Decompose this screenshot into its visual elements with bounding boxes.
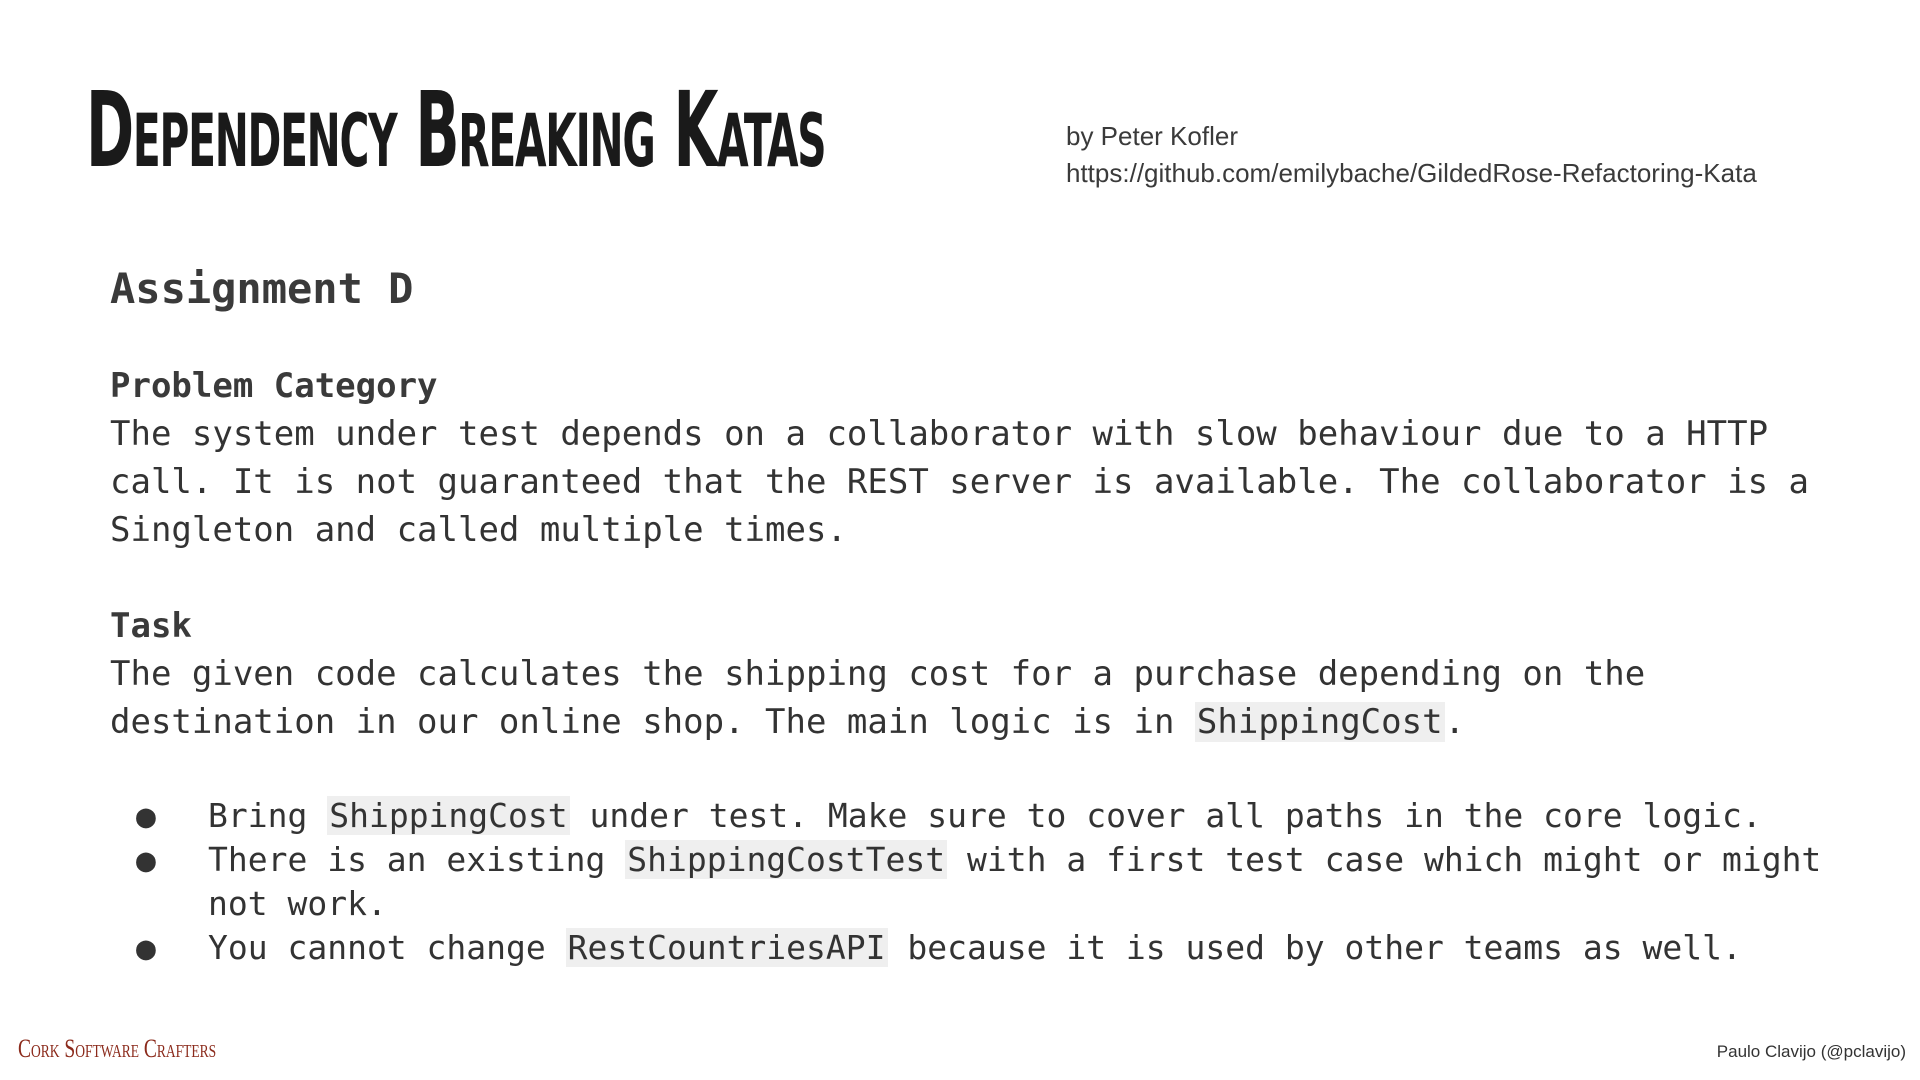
list-item bbox=[110, 838, 1850, 926]
slide-content bbox=[110, 262, 1850, 970]
bullet-icon: ● bbox=[136, 796, 156, 835]
bullet-text-post: with a first test case which might or might not work. bbox=[208, 840, 1822, 923]
list-item bbox=[110, 794, 1850, 838]
task-heading: Task bbox=[110, 606, 192, 646]
bullet-text-pre: There is an existing bbox=[208, 840, 626, 879]
list-item bbox=[110, 926, 1850, 970]
code-term: RestCountriesAPI bbox=[567, 928, 886, 967]
bullet-text-post: because it is used by other teams as well. bbox=[887, 928, 1742, 967]
task-bullet-list bbox=[110, 794, 1850, 970]
bullet-icon: ● bbox=[136, 840, 156, 879]
bullet-text-pre: Bring bbox=[208, 796, 328, 835]
author-credit: by Peter Kofler bbox=[1066, 121, 1238, 151]
assignment-heading: Assignment D bbox=[110, 264, 414, 313]
task-text bbox=[110, 650, 1850, 746]
byline bbox=[1066, 118, 1757, 192]
problem-category-heading: Problem Category bbox=[110, 366, 438, 406]
bullet-icon: ● bbox=[136, 928, 156, 967]
task-text-before: The given code calculates the shipping cost for a purchase depending on the destination in our online shop. The main logic is in bbox=[110, 654, 1666, 742]
bullet-text-post: under test. Make sure to cover all paths in the core logic. bbox=[569, 796, 1762, 835]
task-text-after: . bbox=[1444, 702, 1466, 742]
code-term: ShippingCostTest bbox=[627, 840, 946, 879]
footer-author: Paulo Clavijo (@pclavijo) bbox=[1716, 1042, 1906, 1061]
code-term: ShippingCost bbox=[329, 796, 568, 835]
code-shippingcost: ShippingCost bbox=[1196, 702, 1443, 742]
bullet-text-pre: You cannot change bbox=[208, 928, 566, 967]
footer-brand: Cork Software Crafters bbox=[18, 1034, 217, 1063]
page-title: Dependency Breaking Katas bbox=[86, 69, 826, 191]
problem-category-text: The system under test depends on a collaborator with slow behaviour due to a HTTP call. It is not guaranteed that the REST server is available. The collaborator is a Singleton and called multiple times. bbox=[110, 414, 1830, 550]
source-url[interactable]: https://github.com/emilybache/GildedRose-Refactoring-Kata bbox=[1066, 158, 1757, 188]
